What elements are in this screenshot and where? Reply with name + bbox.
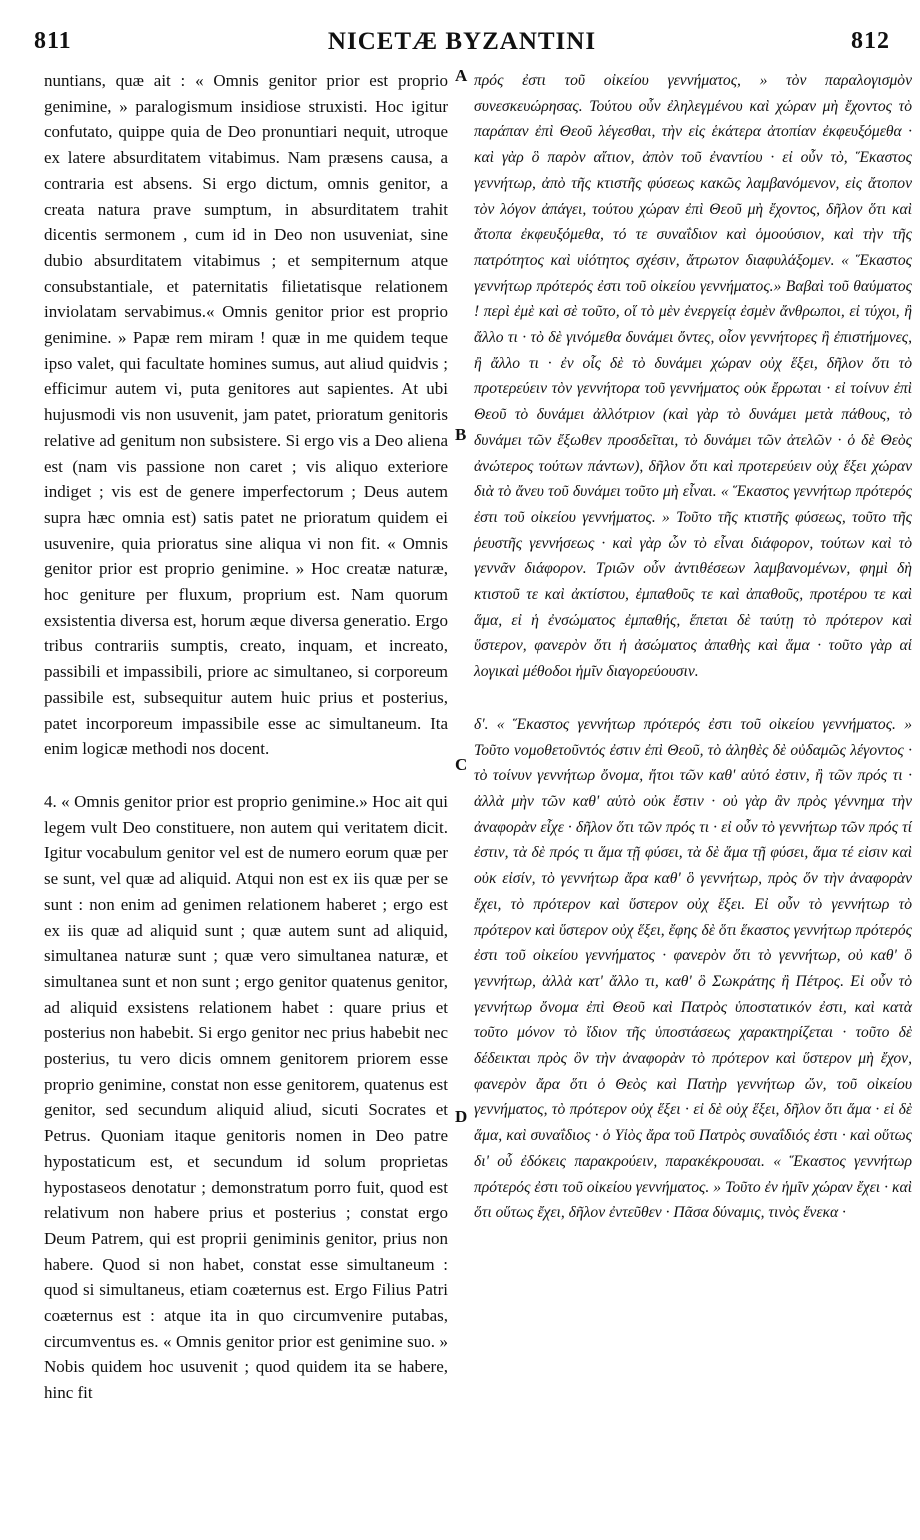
latin-paragraph-1: nuntians, quæ ait : « Omnis genitor prior est proprio genimine, » paralogismum insidiose struxisti. Hoc igitur confutato, quippe quia de Deo pronuntiari nequit, utroque ex latere absurditatem vitabimus. Nam præsens causa, a contraria est absens. Si ergo dictum, omnis genitor, a creata natura prave sumptum, in absurditatem trahit dicentis sermonem , cum id in Deo non usuveniat, sine dubio absurditatem vitabimus ; et sempiternum atque consubstantiale, et paternitatis filietatisque relationem inviolatam servabimus.« Omnis genitor prior est proprio genimine. » Papæ rem miram ! quæ in me quidem teque ipso valet, qui facultate homines sumus, aut aliud quidvis ; efficimur autem vi, puta genitores aut sapientes. At ubi hujusmodi vis non usuvenit, jam patet, prioratum genitoris relative ad genitum non subsistere. Si ergo vis a Deo aliena est (nam vis passione non caret ; vis aliquo exteriore indiget ; vis est de genere imperfectorum ; Deus autem supra hæc omnia est) satis patet ne prioratum quidem ei usuvenire, quia prioratus sine aliqua vi non fit. « Omnis genitor prior est proprio genimine. » Hoc creatæ naturæ, hoc geniture per fluxum, proprium est. Nam quorum exsistentia diversa est, horum æque diversa generatio. Ergo tribus contrariis sumptis, creato, inquam, et increato, passibili et impassibili, priore ac simultaneo, si corporeum passibile est, subsequitur autem huic prius et posterius, patet incorporeum impassibile esse ac simultaneum. Ita enim logicæ methodi nos docent. — [44, 71, 448, 759]
margin-marker-a: A — [455, 66, 468, 85]
margin-marker-b: B — [455, 425, 467, 444]
margin-marker-d: D — [455, 1107, 468, 1126]
margin-marker-c: C — [455, 755, 468, 774]
page-number-right: 812 — [851, 28, 890, 54]
page-header — [34, 28, 890, 62]
greek-paragraph-2: δ'. « Ἕκαστος γεννήτωρ πρότερός ἐστι τοῦ οἰκείου γεννήματος. » Τοῦτο νομοθετοῦντός ἐστιν ἐπὶ Θεοῦ, τὸ ἀληθὲς δὲ οὐδαμῶς λέγοντος · τὸ τοίνυν γεννήτωρ ὄνομα, ἤτοι τῶν καθ' αὑτό ἐστιν, ἢ τῶν πρός τι · ἀλλὰ μὴν τῶν καθ' αὑτὸ οὐκ ἔστιν · οὐ γὰρ ἂν πρὸς γέννημα τὴν ἀναφορὰν εἶχε · δῆλον ὅτι τῶν πρός τι · εἰ οὖν τὸ γεννήτωρ τῶν πρός τί ἐστιν, τὰ δὲ πρός τι ἅμα τῇ φύσει, τὰ δὲ ἅμα τῇ φύσει, ἅμα τέ εἰσιν καὶ οὐκ εἰσίν, τὸ γεννήτωρ ἄρα καθ' ὃ γεννήτωρ, πρὸς ὅν τὴν ἀναφορὰν ἔχει, τὸ πρότερον καὶ ὕστερον οὐχ ἕξει. Εἰ οὖν τὸ γεννήτωρ τὸ πρότερον καὶ ὕστερον οὐχ ἕξει, ἔφης δὲ ὅτι ἕκαστος γεννήτωρ πρότερός ἐστι τοῦ οἰκείου γεννήματος · φανερὸν ὅτι τὸ γεννήτωρ, οὐ καθ' ὃ γεννήτωρ, ἀλλὰ κατ' ἄλλο τι, καθ' ὃ Σωκράτης ἢ Πέτρος. Εἰ οὖν τὸ γεννήτωρ ὄνομα ἐπὶ Θεοῦ καὶ Πατρὸς ὑποστατικόν ἐστι, καὶ κατὰ τοῦτο μόνον τὸ ἴδιον τῆς ὑποστάσεως χαρακτηρίζεται · τοῦτο δὲ δέδεικται πρὸς ὃν τὴν ἀναφορὰν τὸ πρότερον καὶ ὕστερον μὴ ἔχον, φανερὸν ἄρα ὅτι ὁ Θεὸς καὶ Πατὴρ γεννήτωρ ὤν, τοῦ οἰκείου γεννήματος, τὸ πρότερον οὐχ ἕξει · εἰ δὲ οὐχ ἕξει, δῆλον ὅτι ἅμα · εἰ δὲ ἅμα, καὶ συναΐδιος · ὁ Υἱὸς ἄρα τοῦ Πατρὸς συναΐδιός ἐστι · καὶ οὕτως δι' οὗ ἐδόκεις παρακρούειν, παρακέκρουσαι. « Ἕκαστος γεννήτωρ πρότερός ἐστι τοῦ οἰκείου γεννήματος. » Τοῦτο ἐν ἡμῖν χώραν ἔχει · καὶ ὅτι οὕτως ἔχει, δῆλον ἐντεῦθεν · Πᾶσα δύναμις, τινὸς ἕνεκα · — [474, 715, 912, 1222]
latin-column — [44, 68, 448, 1406]
greek-column — [474, 68, 912, 1226]
running-title: NICETÆ BYZANTINI — [327, 28, 597, 55]
page-number-left: 811 — [34, 28, 72, 54]
greek-paragraph-1: πρός ἐστι τοῦ οἰκείου γεννήματος, » τὸν παραλογισμὸν συνεσκευώρησας. Τούτου οὖν ἐληλεγμένου καὶ χώραν μὴ ἔχοντος τὸ παράπαν ἐπὶ Θεοῦ λέγεσθαι, τὴν εἰς ἑκάτερα ἀτοπίαν ἐκφευξόμεθα · καὶ γὰρ ὃ παρὸν αἴτιον, ἀπὸν τοῦ ἐναντίου · εἰ οὖν τὸ, Ἕκαστος γεννήτωρ, ἀπὸ τῆς κτιστῆς φύσεως κακῶς λαμβανόμενον, εἰς ἄτοπον τὸν λόγον ἀπάγει, τούτου χώραν ἐπὶ Θεοῦ μὴ ἔχοντος, δῆλον ὅτι καὶ ἄτοπα ἐκφευξόμεθα, τό τε συναΐδιον καὶ ὁμοούσιον, καὶ τὴν τῆς πατρότητος καὶ υἱότητος σχέσιν, ἄτρωτον διαφυλάξομεν. « Ἕκαστος γεννήτωρ πρότερός ἐστι τοῦ οἰκείου γεννήματος.» Βαβαὶ τοῦ θαύματος ! περὶ ἐμὲ καὶ σὲ τοῦτο, οἵ τὸ μὲν ἐνεργείᾳ ἐσμὲν ἄνθρωποι, εἰ τύχοι, ἢ ἄλλο τι · τὸ δὲ γινόμεθα δυνάμει ὄντες, οἷον γεννήτορες ἢ ἐπιστήμονες, ἢ ἄλλο τι · ἐν οἷς δὲ τὸ δυνάμει χώραν οὐχ ἕξει, δῆλον ὅτι τὸ προτερεύειν τὸν γεννήτορα τοῦ γεννήματος οὐκ ἔρρωται · εἰ τοίνυν ἐπὶ Θεοῦ τὸ δυνάμει ἀλλότριον (καὶ γὰρ τὸ δυνάμει μετὰ πάθους, τὸ δυνάμει τῶν ἔξωθεν προσδεῖται, τὸ δυνάμει τῶν ἀτελῶν · ὁ δὲ Θεὸς ἀνώτερος τούτων πάντων), δῆλον ὅτι καὶ προτερεύειν οὐχ ἕξει χώραν διὰ τὸ ἄνευ τοῦ δυνάμει τοῦτο μὴ εἶναι. « Ἕκαστος γεννήτωρ πρότερός ἐστι τοῦ οἰκείου γεννήματος. » Τοῦτο τῆς κτιστῆς φύσεως, τοῦτο τῆς ῥευστῆς γεννήσεως · καὶ γὰρ ὧν τὸ εἶναι διάφορον, τούτων καὶ τὸ γεννᾶν διάφορον. Τριῶν οὖν ἀντιθέσεων λαμβανομένων, φημὶ δὴ κτιστοῦ τε καὶ ἀκτίστου, ἐμπαθοῦς τε καὶ ἀπαθοῦς, προτέρου τε καὶ ἅμα, εἰ ἡ ἐνσώματος ἐμπαθής, ἕπεται δὲ ταύτῃ τὸ πρότερον καὶ ὕστερον, φανερὸν ὅτι ἡ ἀσώματος ἀπαθὴς καὶ ἅμα · τοῦτο γὰρ αἱ λογικαὶ μέθοδοι ἡμῖν διαγορεύουσιν. — [474, 72, 912, 681]
latin-paragraph-2: 4. « Omnis genitor prior est proprio genimine.» Hoc ait qui legem vult Deo constituere, non autem qui veritatem dicit. Igitur vocabulum genitor vel est de numero eorum quæ per se sunt, vel quæ ad aliquid. Atqui non est ex iis quæ per se sunt : non enim ad genimen relationem haberet ; ergo est ex iis quæ ad aliquid sunt ; quæ autem sunt ad aliquid, simultanea naturæ sunt ; quæ vero simultanea naturæ, et simultanea sunt et non sunt ; ergo genitor quatenus genitor, ad aliquid exsistens relationem habet : quare prius et posterius non habebit. Si ergo genitor nec prius habebit nec posterius, tu vero dicis omnem genitorem priorem esse proprio genimine, constat non esse genitorem, quatenus est genitor, sed secundum aliquid aliud, sicuti Socrates et Petrus. Quoniam itaque genitoris nomen in Deo patre hypostaticum est, et secundum id solum proprietas hypostaseos denotatur ; demonstratum porro fuit, quod est relativum non habere prius et posterius ; constat ergo Deum Patrem, qui est proprii geniminis genitor, prius non habere. Quod si non habet, constat esse simultaneum : quod si simultaneus, etiam coæternus est. Ergo Filius Patri coæternus est : atque ita in quo circumvenire putabas, circumventus es. « Omnis genitor prior est genimine suo. » Nobis quidem hoc usuvenit ; quod quidem ita se habere, hinc fit — [44, 791, 448, 1403]
